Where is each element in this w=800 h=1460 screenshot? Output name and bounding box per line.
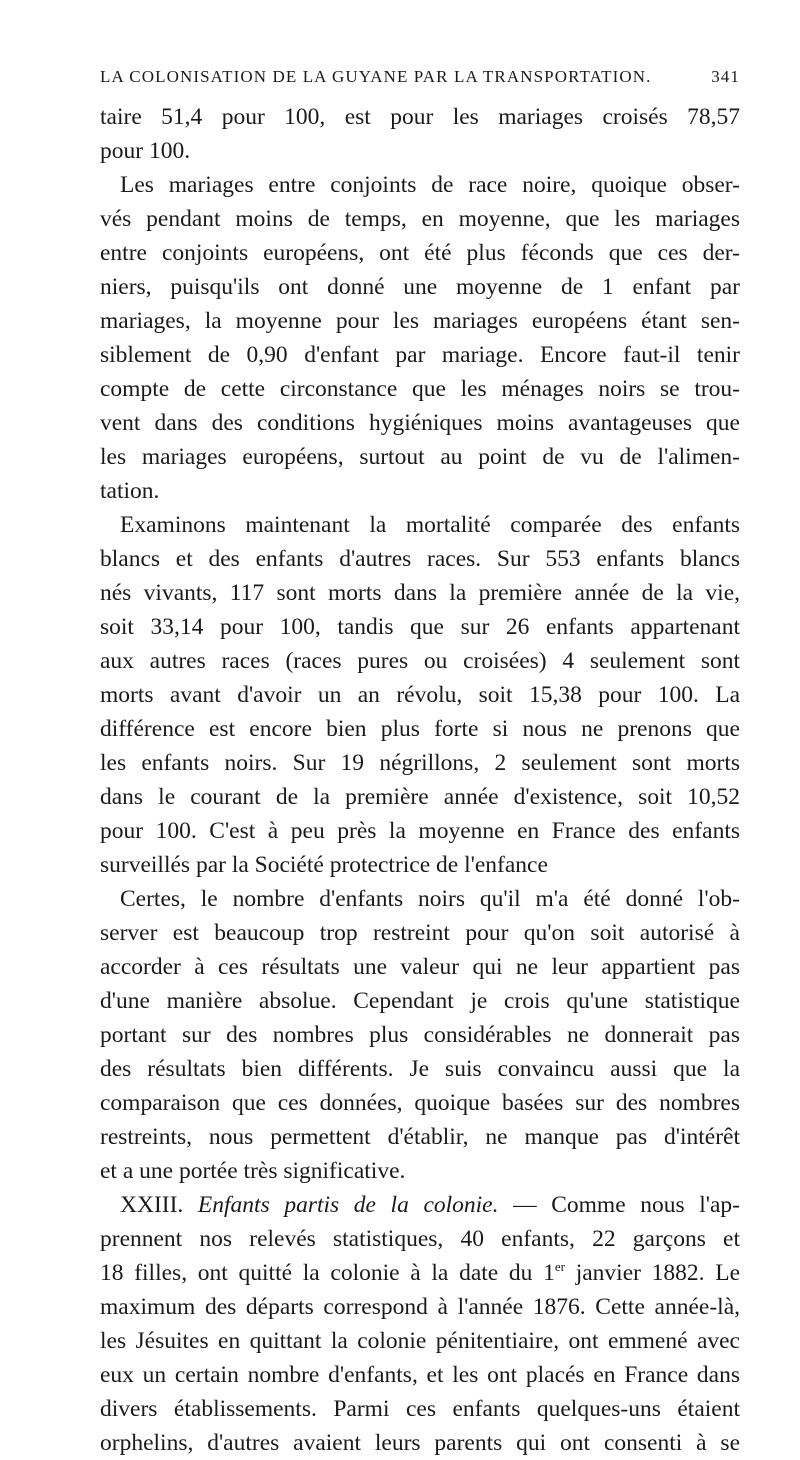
text-line: entre conjoints européens, ont été plus féconds que ces der- (100, 240, 740, 266)
date-day: 1 (543, 1260, 555, 1286)
text-line: portant sur des nombres plus considérables ne donnerait pas (100, 1022, 740, 1048)
text-line: blancs et des enfants d'autres races. Sur 553 enfants blancs (100, 546, 740, 572)
text-line: tation. (100, 478, 160, 504)
text-line: des résultats bien différents. Je suis convaincu aussi que la (100, 1056, 740, 1082)
text-line: compte de cette circonstance que les ménages noirs se trou- (100, 376, 740, 402)
running-title: LA COLONISATION DE LA GUYANE PAR LA TRANSPORTATION. (100, 67, 652, 86)
text-line: eux un certain nombre d'enfants, et les ont placés en France dans (100, 1362, 740, 1388)
running-head (100, 63, 740, 91)
body-text (100, 100, 740, 1460)
text-line: nés vivants, 117 sont morts dans la première année de la vie, (100, 580, 740, 606)
text-line (100, 1256, 740, 1290)
date-ordinal-suffix: er (554, 1259, 565, 1275)
line-rest: nos relevés statistiques, 40 enfants, 22 garçons et (199, 1226, 740, 1252)
text-line: siblement de 0,90 d'enfant par mariage. Encore faut-il tenir (100, 342, 740, 368)
text-line: server est beaucoup trop restreint pour qu'on soit autorisé à (100, 920, 740, 946)
text-line: vent dans des conditions hygiéniques moins avantageuses que (100, 410, 740, 436)
text-line: accorder à ces résultats une valeur qui ne leur appartient pas (100, 954, 740, 980)
text-line: différence est encore bien plus forte si nous ne prenons que (100, 716, 740, 742)
line-start: 18 filles, ont quitté la colonie à la date du (100, 1260, 533, 1286)
date-rest: janvier 1882. Le (565, 1260, 741, 1286)
text-line: mariages, la moyenne pour les mariages européens étant sen- (100, 308, 740, 334)
text-line: comparaison que ces données, quoique basées sur des nombres (100, 1090, 740, 1116)
section-numeral: XXIII. (120, 1192, 184, 1218)
text-line: pour 100. (100, 138, 191, 164)
text-line: vés pendant moins de temps, en moyenne, que les mariages (100, 206, 740, 232)
paragraph-start-line: Certes, le nombre d'enfants noirs qu'il m'a été donné l'ob- (120, 886, 740, 912)
text-line: morts avant d'avoir un an révolu, soit 15,38 pour 100. La (100, 682, 740, 708)
text-line: divers établissements. Parmi ces enfants quelques-uns étaient (100, 1396, 740, 1422)
paragraph-start-line: Les mariages entre conjoints de race noire, quoique obser- (120, 172, 740, 198)
line-start-word: prennent (100, 1226, 183, 1252)
text-line: restreints, nous permettent d'établir, ne manque pas d'intérêt (100, 1124, 740, 1150)
text-line: soit 33,14 pour 100, tandis que sur 26 enfants appartenant (100, 614, 740, 640)
page-number: 341 (711, 67, 740, 86)
text-line: dans le courant de la première année d'existence, soit 10,52 (100, 784, 740, 810)
section-title: Enfants partis de la colonie. (197, 1192, 499, 1218)
text-line: taire 51,4 pour 100, est pour les mariages croisés 78,57 (100, 104, 740, 130)
text-line: les enfants noirs. Sur 19 négrillons, 2 seulement sont morts (100, 750, 740, 776)
section-heading-line (100, 1188, 740, 1222)
text-line: pour 100. C'est à peu près la moyenne en France des enfants (100, 818, 740, 844)
text-line (100, 1222, 740, 1256)
paragraph-start-line: Examinons maintenant la mortalité comparée des enfants (120, 512, 740, 538)
text-line: les Jésuites en quittant la colonie pénitentiaire, ont emmené avec (100, 1328, 740, 1354)
text-line: niers, puisqu'ils ont donné une moyenne de 1 enfant par (100, 274, 740, 300)
text-line: maximum des départs correspond à l'année 1876. Cette année-là, (100, 1294, 740, 1320)
text-line: surveillés par la Société protectrice de l'enfance (100, 852, 548, 878)
section-dash-text: — Comme nous l'ap- (513, 1192, 741, 1218)
text-line: orphelins, d'autres avaient leurs parents qui ont consenti à se (100, 1430, 740, 1456)
text-line: d'une manière absolue. Cependant je crois qu'une statistique (100, 988, 740, 1014)
text-line: et a une portée très significative. (100, 1158, 406, 1184)
text-line: les mariages européens, surtout au point de vu de l'alimen- (100, 444, 740, 470)
text-line: aux autres races (races pures ou croisées) 4 seulement sont (100, 648, 740, 674)
